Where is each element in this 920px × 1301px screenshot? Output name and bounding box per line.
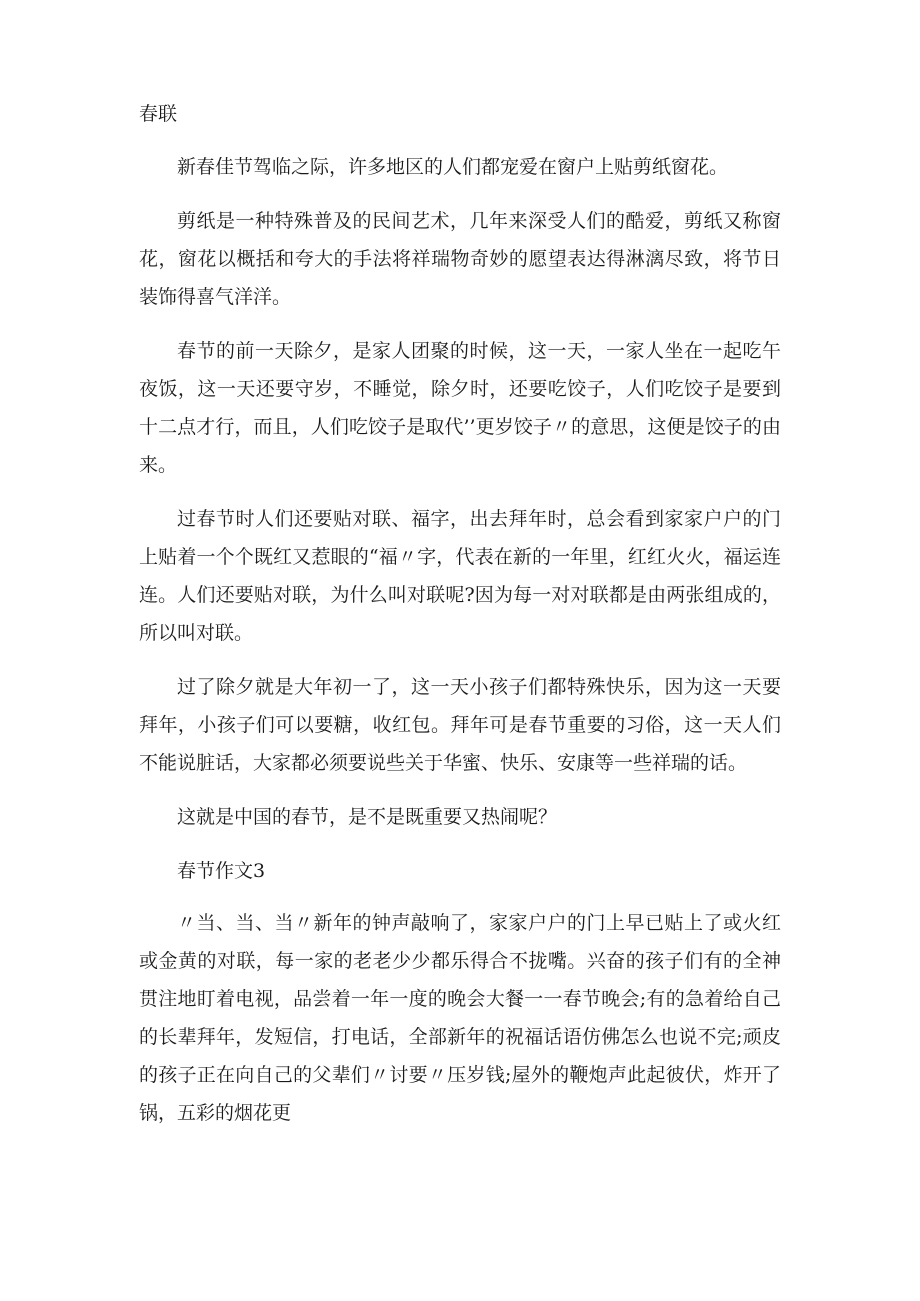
section-title: 春节作文3 — [177, 860, 266, 882]
section-paragraph-1: 〃当、当、当〃新年的钟声敲响了，家家户户的门上早已贴上了或火红或金黄的对联，每一家的老老少少都乐得合不拢嘴。兴奋的孩子们有的全神贯注地盯着电视，品尝着一年一度的晚会大餐一一春节晚会;有的急着给自己的长辈拜年，发短信，打电话，全部新年的祝福话语仿佛怎么也说不完;顽皮的孩子正在向自己的父辈们〃讨要〃压岁钱;屋外的鞭炮声此起彼伏，炸开了锅，五彩的烟花更 — [139, 912, 781, 1124]
document-body — [139, 148, 781, 1148]
paragraph-6: 这就是中国的春节，是不是既重要又热闹呢？ — [177, 806, 558, 828]
paragraph-5: 过了除夕就是大年初一了，这一天小孩子们都特殊快乐，因为这一天要拜年，小孩子们可以要糖，收红包。拜年可是春节重要的习俗，这一天人们不能说脏话，大家都必须要说些关于华蜜、快乐、安康等一些祥瑞的话。 — [139, 676, 781, 774]
paragraph-1: 新春佳节驾临之际，许多地区的人们都宠爱在窗户上贴剪纸窗花。 — [177, 156, 729, 178]
paragraph-3: 春节的前一天除夕，是家人团聚的时候，这一天，一家人坐在一起吃午夜饭，这一天还要守岁，不睡觉，除夕时，还要吃饺子，人们吃饺子是要到十二点才行，而且，人们吃饺子是取代’’更岁饺子〃的意思，这便是饺子的由来。 — [139, 340, 781, 476]
paragraph-2: 剪纸是一种特殊普及的民间艺术，几年来深受人们的酷爱，剪纸又称窗花，窗花以概括和夸大的手法将祥瑞物奇妙的愿望表达得淋漓尽致，将节日装饰得喜气洋洋。 — [139, 210, 781, 308]
paragraph-4: 过春节时人们还要贴对联、福字，出去拜年时，总会看到家家户户的门上贴着一个个既红又惹眼的“福〃字，代表在新的一年里，红红火火，福运连连。人们还要贴对联，为什么叫对联呢?因为每一对对联都是由两张组成的，所以叫对联。 — [139, 508, 781, 644]
document-title: 春联 — [139, 103, 178, 125]
